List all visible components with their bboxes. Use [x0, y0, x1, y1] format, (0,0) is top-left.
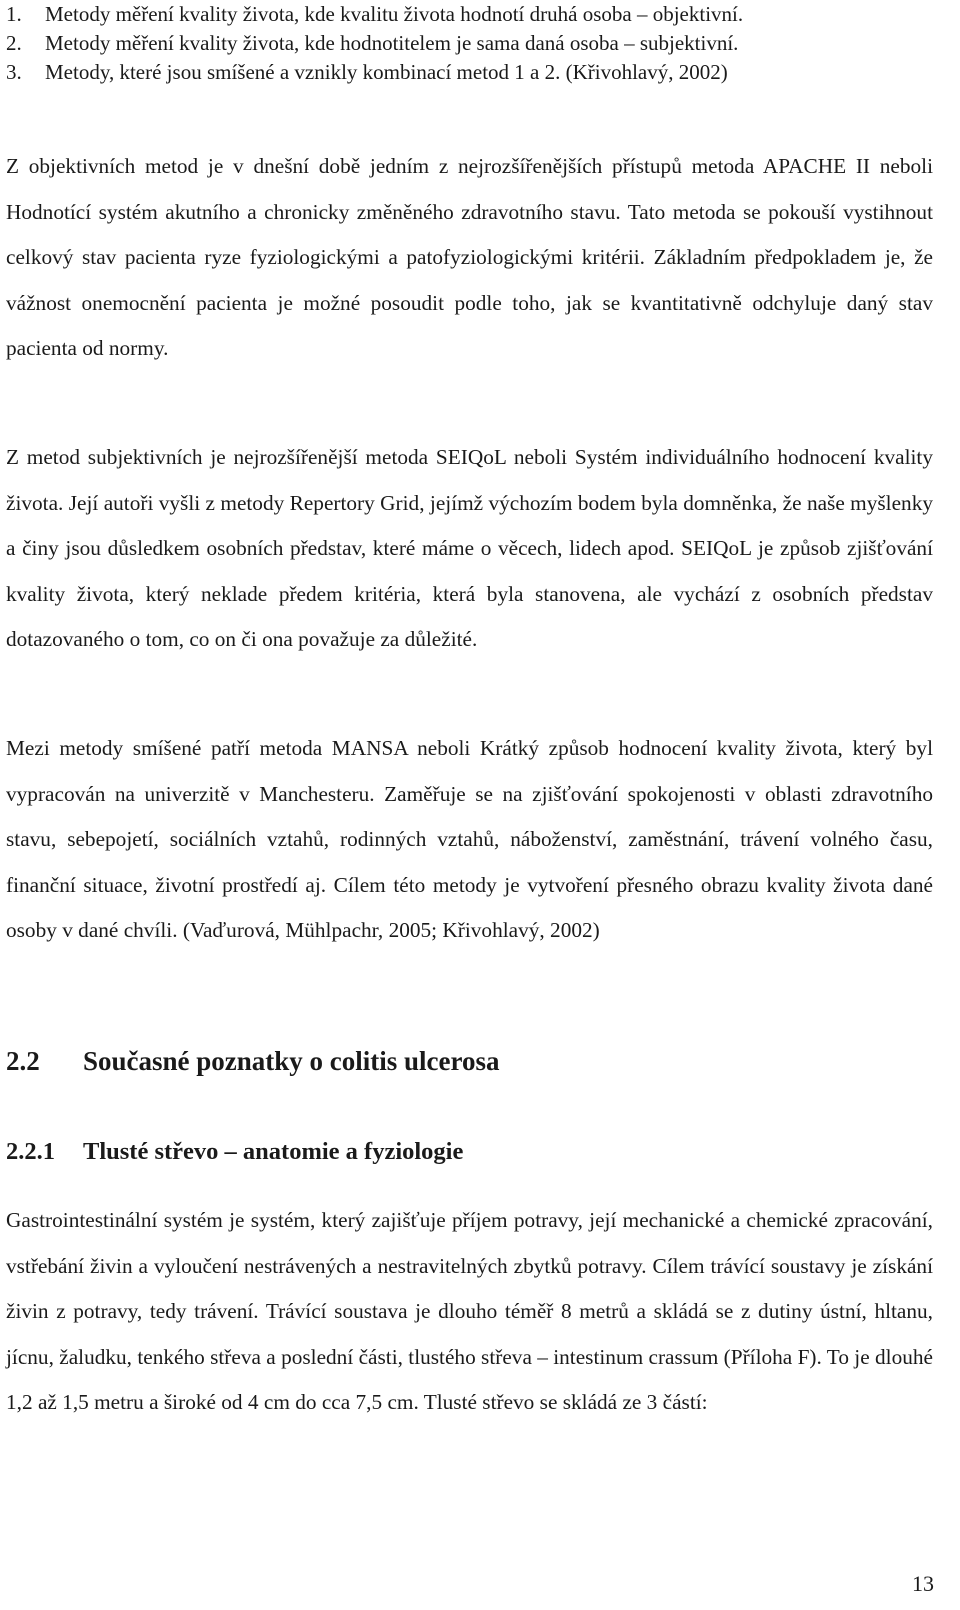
list-item [6, 29, 936, 58]
subsection-number: 2.2.1 [6, 1138, 55, 1165]
list-item-number: 3. [6, 60, 22, 84]
subsection-title: Tlusté střevo – anatomie a fyziologie [83, 1138, 464, 1165]
numbered-list [6, 0, 936, 87]
section-heading [6, 1041, 500, 1081]
list-item-text: Metody měření kvality života, kde kvalitu života hodnotí druhá osoba – objektivní. [45, 2, 744, 26]
list-item-text: Metody měření kvality života, kde hodnotitelem je sama daná osoba – subjektivní. [45, 31, 739, 55]
paragraph-apache: Z objektivních metod je v dnešní době jedním z nejrozšířenějších přístupů metoda APACHE II neboli Hodnotící systém akutního a chronicky změněného zdravotního stavu. Tato metoda se pokouší vystihnout celkový stav pacienta ryze fyziologickými a patofyziologickými kritérii. Základním předpokladem je, že vážnost onemocnění pacienta je možné posoudit podle toho, jak se kvantitativně odchyluje daný stav pacienta od normy. [6, 154, 933, 360]
subsection-heading [6, 1134, 463, 1170]
list-item [6, 0, 936, 29]
list-item [6, 58, 936, 87]
page-number: 13 [912, 1571, 934, 1596]
section-title: Současné poznatky o colitis ulcerosa [83, 1046, 500, 1076]
list-item-number: 2. [6, 31, 22, 55]
list-item-number: 1. [6, 2, 22, 26]
list-item-text: Metody, které jsou smíšené a vznikly kombinací metod 1 a 2. (Křivohlavý, 2002) [45, 60, 728, 84]
paragraph-gastrointestinal: Gastrointestinální systém je systém, který zajišťuje příjem potravy, její mechanické a chemické zpracování, vstřebání živin a vyloučení nestrávených a nestravitelných zbytků potravy. Cílem trávící soustavy je získání živin z potravy, tedy trávení. Trávící soustava je dlouho téměř 8 metrů a skládá se z dutiny ústní, hltanu, jícnu, žaludku, tenkého střeva a poslední části, tlustého střeva – intestinum crassum (Příloha F). To je dlouhé 1,2 až 1,5 metru a široké od 4 cm do cca 7,5 cm. Tlusté střevo se skládá ze 3 částí: [6, 1208, 933, 1414]
section-number: 2.2 [6, 1046, 40, 1076]
paragraph-mansa: Mezi metody smíšené patří metoda MANSA neboli Krátký způsob hodnocení kvality života, který byl vypracován na univerzitě v Manchesteru. Zaměřuje se na zjišťování spokojenosti v oblasti zdravotního stavu, sebepojetí, sociálních vztahů, rodinných vztahů, náboženství, zaměstnání, trávení volného času, finanční situace, životní prostředí aj. Cílem této metody je vytvoření přesného obrazu kvality života dané osoby v dané chvíli. (Vaďurová, Mühlpachr, 2005; Křivohlavý, 2002) [6, 736, 933, 942]
paragraph-seiqol: Z metod subjektivních je nejrozšířenější metoda SEIQoL neboli Systém individuálního hodnocení kvality života. Její autoři vyšli z metody Repertory Grid, jejímž výchozím bodem byla domněnka, že naše myšlenky a činy jsou důsledkem osobních představ, které máme o věcech, lidech apod. SEIQoL je způsob zjišťování kvality života, který neklade předem kritéria, která byla stanovena, ale vychází z osobních představ dotazovaného o tom, co on či ona považuje za důležité. [6, 445, 933, 651]
